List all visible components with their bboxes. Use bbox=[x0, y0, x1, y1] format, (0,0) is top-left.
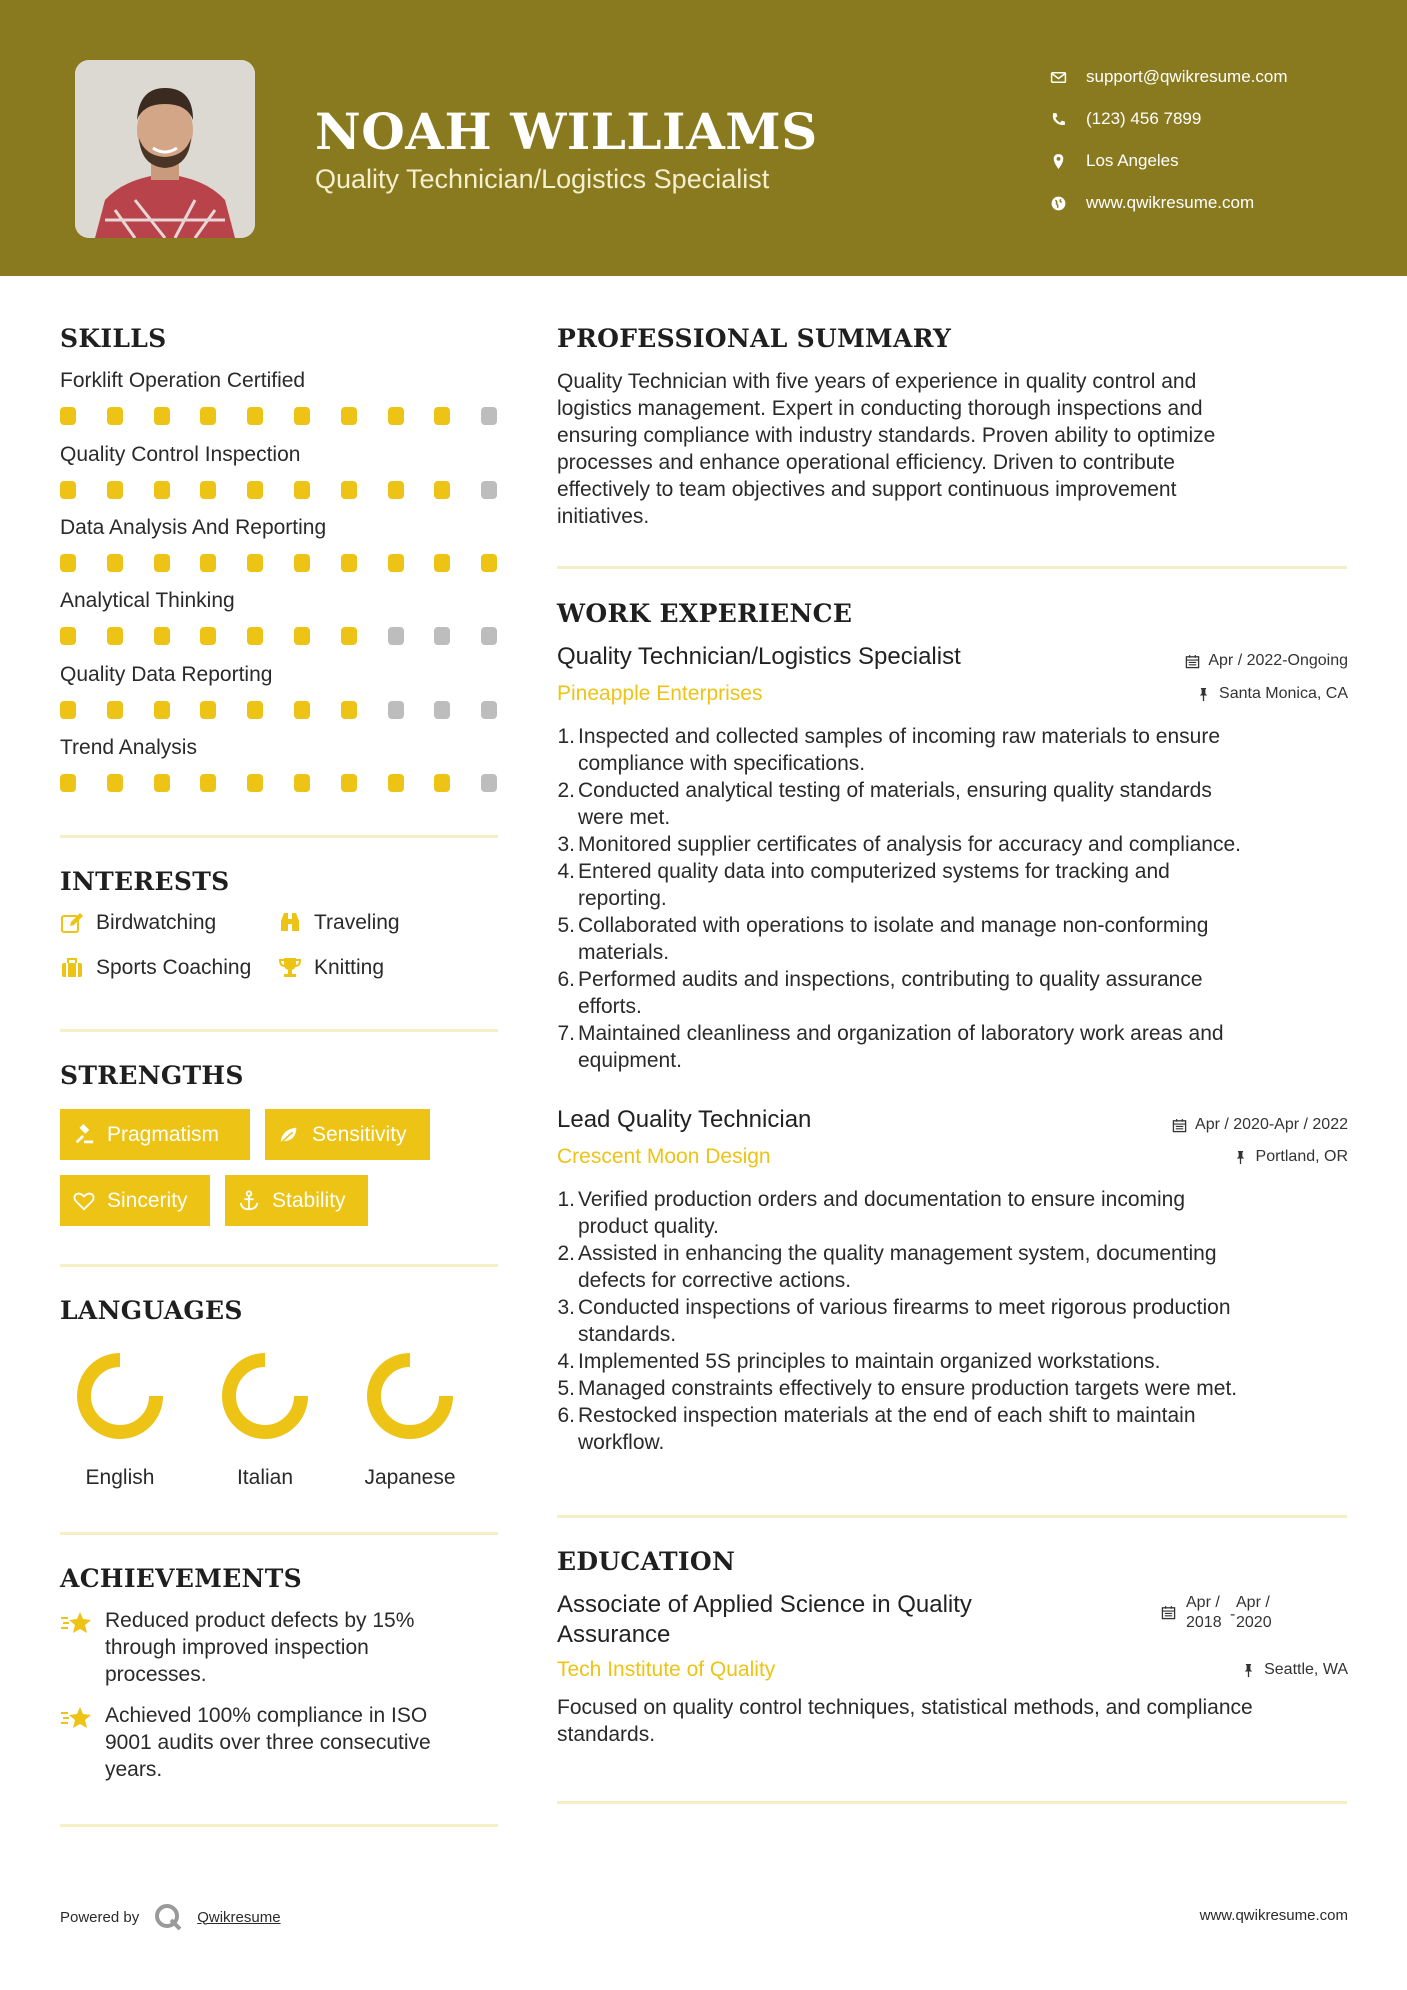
interest-item bbox=[278, 956, 384, 980]
calendar-icon bbox=[1172, 1118, 1187, 1133]
skill-rating-dot bbox=[388, 407, 404, 425]
contact-phone-text: (123) 456 7899 bbox=[1086, 109, 1202, 128]
duty-item: 4. Implemented 5S principles to maintain organized workstations. bbox=[557, 1350, 1161, 1373]
contact-list bbox=[1050, 56, 1288, 224]
language-label: Japanese bbox=[364, 1466, 456, 1489]
achievement-text: Achieved 100% compliance in ISO 9001 audits over three consecutive years. bbox=[105, 1704, 431, 1781]
strengths-heading: STRENGTHS bbox=[60, 1061, 244, 1090]
job-location: Portland, OR bbox=[1233, 1148, 1348, 1166]
pushpin-icon bbox=[1233, 1150, 1248, 1165]
strength-tag bbox=[265, 1109, 430, 1160]
skill-rating-dot bbox=[200, 701, 216, 719]
education-date bbox=[1161, 1593, 1272, 1633]
envelope-icon bbox=[1050, 69, 1086, 86]
skill-rating-dot bbox=[200, 774, 216, 792]
degree-title: Associate of Applied Science in Quality Assurance bbox=[557, 1591, 972, 1648]
skill-label: Quality Data Reporting bbox=[60, 663, 273, 686]
company-name: Pineapple Enterprises bbox=[557, 682, 763, 705]
skill-rating-dot bbox=[434, 481, 450, 499]
contact-phone[interactable] bbox=[1050, 98, 1288, 140]
skill-rating-dot bbox=[60, 407, 76, 425]
pencil-square-icon bbox=[60, 911, 84, 935]
skill-rating-dot bbox=[341, 407, 357, 425]
achievement-text: Reduced product defects by 15% through improved inspection processes. bbox=[105, 1609, 415, 1686]
section-divider bbox=[557, 1515, 1347, 1518]
skill-rating-dot bbox=[247, 481, 263, 499]
skill-rating-dot bbox=[388, 774, 404, 792]
skill-rating bbox=[60, 554, 500, 574]
skill-rating-dot bbox=[200, 554, 216, 572]
language-item bbox=[50, 1346, 190, 1490]
company-name: Crescent Moon Design bbox=[557, 1145, 771, 1168]
skill-rating-dot bbox=[200, 407, 216, 425]
interests-heading: INTERESTS bbox=[60, 867, 230, 896]
summary-heading: PROFESSIONAL SUMMARY bbox=[557, 324, 952, 353]
calendar-icon bbox=[1161, 1605, 1176, 1620]
skill-rating-dot bbox=[60, 774, 76, 792]
interest-item bbox=[60, 956, 251, 980]
skill-rating bbox=[60, 407, 500, 427]
leaf-icon bbox=[278, 1124, 300, 1146]
skill-item bbox=[60, 516, 500, 574]
contact-location bbox=[1050, 140, 1288, 182]
skill-rating-dot bbox=[247, 407, 263, 425]
skill-rating-dot bbox=[107, 481, 123, 499]
skill-rating-dot bbox=[294, 481, 310, 499]
skill-rating-dot bbox=[154, 481, 170, 499]
star-burst-icon bbox=[60, 1704, 94, 1732]
skills-heading: SKILLS bbox=[60, 324, 167, 353]
skill-rating-dot bbox=[154, 407, 170, 425]
language-level-arc bbox=[84, 1360, 156, 1432]
skill-rating-dot bbox=[247, 554, 263, 572]
globe-icon bbox=[1050, 195, 1086, 212]
gavel-icon bbox=[73, 1124, 95, 1146]
interest-item bbox=[278, 911, 400, 935]
school-name: Tech Institute of Quality bbox=[557, 1658, 776, 1681]
duty-item: 3. Conducted inspections of various firearms to meet rigorous production standards. bbox=[557, 1296, 1231, 1346]
briefcase-icon bbox=[60, 956, 84, 980]
skill-rating-dot bbox=[247, 627, 263, 645]
duty-item: 3. Monitored supplier certificates of analysis for accuracy and compliance. bbox=[557, 833, 1241, 856]
contact-email[interactable] bbox=[1050, 56, 1288, 98]
powered-by-text: Powered by bbox=[60, 1908, 140, 1926]
duty-item: 7. Maintained cleanliness and organization of laboratory work areas and equipment. bbox=[557, 1022, 1224, 1072]
skill-rating-dot bbox=[434, 407, 450, 425]
skill-item bbox=[60, 443, 500, 501]
skill-rating-dot bbox=[481, 554, 497, 572]
strength-label: Sensitivity bbox=[312, 1122, 407, 1146]
skill-rating-dot bbox=[341, 774, 357, 792]
section-divider bbox=[60, 1264, 498, 1267]
skill-rating-dot bbox=[294, 701, 310, 719]
language-label: English bbox=[85, 1466, 155, 1489]
languages-heading: LANGUAGES bbox=[60, 1296, 243, 1325]
duty-item: 1. Inspected and collected samples of incoming raw materials to ensure compliance with specifications. bbox=[557, 725, 1220, 775]
date-separator: - bbox=[1230, 1606, 1236, 1623]
skill-rating-dot bbox=[294, 774, 310, 792]
skill-rating-dot bbox=[388, 701, 404, 719]
footer-website-link[interactable]: www.qwikresume.com bbox=[1199, 1907, 1348, 1924]
education-description: Focused on quality control techniques, statistical methods, and compliance standards. bbox=[557, 1696, 1253, 1746]
strength-tag bbox=[225, 1175, 368, 1226]
skill-rating-dot bbox=[60, 627, 76, 645]
phone-icon bbox=[1050, 111, 1086, 128]
skill-rating-dot bbox=[294, 627, 310, 645]
interest-label: Traveling bbox=[314, 911, 400, 934]
duty-item: 1. Verified production orders and documentation to ensure incoming product quality. bbox=[557, 1188, 1186, 1238]
skill-rating-dot bbox=[481, 481, 497, 499]
skill-rating bbox=[60, 701, 500, 721]
skill-rating-dot bbox=[388, 627, 404, 645]
skill-rating-dot bbox=[154, 774, 170, 792]
skill-label: Analytical Thinking bbox=[60, 589, 235, 612]
strength-tag bbox=[60, 1175, 210, 1226]
achievement-item bbox=[60, 1607, 480, 1688]
contact-location-text: Los Angeles bbox=[1086, 151, 1179, 170]
profile-photo bbox=[75, 60, 255, 238]
heart-icon bbox=[73, 1190, 95, 1212]
language-level-arc bbox=[374, 1360, 446, 1432]
skill-rating-dot bbox=[200, 627, 216, 645]
job-date: Apr / 2022-Ongoing bbox=[1185, 652, 1348, 670]
skill-rating-dot bbox=[434, 701, 450, 719]
skill-rating-dot bbox=[434, 627, 450, 645]
map-pin-icon bbox=[1050, 153, 1086, 170]
skill-rating-dot bbox=[341, 554, 357, 572]
skill-rating-dot bbox=[294, 554, 310, 572]
skill-rating-dot bbox=[481, 701, 497, 719]
section-divider bbox=[60, 1824, 498, 1827]
duty-item: 2. Assisted in enhancing the quality management system, documenting defects for corrective actions. bbox=[557, 1242, 1217, 1292]
skill-rating-dot bbox=[107, 407, 123, 425]
star-burst-icon bbox=[60, 1609, 94, 1637]
contact-website-text: www.qwikresume.com bbox=[1086, 193, 1255, 212]
skill-rating-dot bbox=[107, 774, 123, 792]
skill-rating-dot bbox=[294, 407, 310, 425]
skill-label: Forklift Operation Certified bbox=[60, 369, 306, 392]
skill-item bbox=[60, 369, 500, 427]
strength-label: Sincerity bbox=[107, 1188, 188, 1212]
skill-rating-dot bbox=[341, 701, 357, 719]
interest-label: Sports Coaching bbox=[96, 956, 252, 979]
job-title: Quality Technician/Logistics Specialist bbox=[557, 643, 961, 670]
experience-heading: WORK EXPERIENCE bbox=[557, 599, 853, 628]
education-end-date: Apr / 2020 bbox=[1236, 1594, 1272, 1631]
summary-text: Quality Technician with five years of experience in quality control and logistics management. Expert in conducting thorough inspections and ensuring compliance with industry standards. Proven ability to optimize processes and enhance operational efficiency. Driven to contribute effectively to team objectives and support continuous improvement initiatives. bbox=[557, 370, 1216, 528]
contact-email-text: support@qwikresume.com bbox=[1086, 67, 1288, 86]
pushpin-icon bbox=[1196, 687, 1211, 702]
qwikresume-logo-icon bbox=[153, 1902, 183, 1932]
section-divider bbox=[60, 1532, 498, 1535]
duty-item: 6. Restocked inspection materials at the end of each shift to maintain workflow. bbox=[557, 1404, 1196, 1454]
skill-rating-dot bbox=[60, 554, 76, 572]
skill-rating-dot bbox=[247, 701, 263, 719]
skill-item bbox=[60, 663, 500, 721]
duty-item: 4. Entered quality data into computerized systems for tracking and reporting. bbox=[557, 860, 1170, 910]
skill-item bbox=[60, 589, 500, 647]
language-item bbox=[195, 1346, 335, 1490]
language-level-ring bbox=[215, 1346, 315, 1446]
footer-branding bbox=[60, 1902, 281, 1932]
binoculars-icon bbox=[278, 911, 302, 935]
language-item bbox=[340, 1346, 480, 1490]
anchor-icon bbox=[238, 1190, 260, 1212]
duty-item: 5. Managed constraints effectively to ensure production targets were met. bbox=[557, 1377, 1238, 1400]
skill-rating-dot bbox=[200, 481, 216, 499]
skill-rating-dot bbox=[481, 627, 497, 645]
job-duties bbox=[553, 723, 1333, 1074]
strength-tag bbox=[60, 1109, 250, 1160]
trophy-icon bbox=[278, 956, 302, 980]
duty-item: 5. Collaborated with operations to isolate and manage non-conforming materials. bbox=[557, 914, 1209, 964]
skill-rating-dot bbox=[247, 774, 263, 792]
contact-website[interactable] bbox=[1050, 182, 1288, 224]
job-date: Apr / 2020-Apr / 2022 bbox=[1172, 1116, 1348, 1134]
skill-label: Data Analysis And Reporting bbox=[60, 516, 327, 539]
language-level-ring bbox=[360, 1346, 460, 1446]
language-label: Italian bbox=[236, 1466, 294, 1489]
skill-rating bbox=[60, 627, 500, 647]
skill-rating-dot bbox=[388, 481, 404, 499]
skill-rating-dot bbox=[154, 701, 170, 719]
section-divider bbox=[557, 566, 1347, 569]
skill-rating-dot bbox=[107, 701, 123, 719]
brand-link[interactable]: Qwikresume bbox=[197, 1908, 281, 1926]
language-level-ring bbox=[70, 1346, 170, 1446]
duty-item: 6. Performed audits and inspections, contributing to quality assurance efforts. bbox=[557, 968, 1203, 1018]
skill-rating-dot bbox=[60, 481, 76, 499]
skill-label: Quality Control Inspection bbox=[60, 443, 301, 466]
person-avatar-image bbox=[75, 60, 255, 238]
pushpin-icon bbox=[1241, 1663, 1256, 1678]
skill-rating-dot bbox=[341, 627, 357, 645]
education-heading: EDUCATION bbox=[557, 1547, 736, 1576]
skill-rating bbox=[60, 481, 500, 501]
skill-rating-dot bbox=[60, 701, 76, 719]
strength-label: Pragmatism bbox=[107, 1122, 220, 1146]
section-divider bbox=[557, 1801, 1347, 1804]
interest-item bbox=[60, 911, 216, 935]
skill-rating-dot bbox=[434, 554, 450, 572]
job-location: Santa Monica, CA bbox=[1196, 685, 1348, 703]
interest-label: Birdwatching bbox=[96, 911, 217, 934]
skill-rating-dot bbox=[388, 554, 404, 572]
skill-rating bbox=[60, 774, 500, 794]
skill-rating-dot bbox=[481, 774, 497, 792]
skill-rating-dot bbox=[341, 481, 357, 499]
resume-header bbox=[0, 0, 1407, 276]
education-location: Seattle, WA bbox=[1241, 1661, 1348, 1679]
section-divider bbox=[60, 1029, 498, 1032]
achievements-heading: ACHIEVEMENTS bbox=[60, 1564, 302, 1593]
education-start-date: Apr / 2018 bbox=[1186, 1594, 1222, 1631]
strength-label: Stability bbox=[272, 1188, 346, 1212]
skill-rating-dot bbox=[154, 627, 170, 645]
job-title: Lead Quality Technician bbox=[557, 1106, 812, 1133]
candidate-name: NOAH WILLIAMS bbox=[315, 102, 818, 161]
skill-label: Trend Analysis bbox=[60, 736, 197, 759]
skill-rating-dot bbox=[154, 554, 170, 572]
skill-rating-dot bbox=[481, 407, 497, 425]
candidate-title: Quality Technician/Logistics Specialist bbox=[315, 164, 770, 194]
job-duties bbox=[553, 1186, 1333, 1456]
achievement-item bbox=[60, 1702, 480, 1783]
skill-item bbox=[60, 736, 500, 794]
duty-item: 2. Conducted analytical testing of materials, ensuring quality standards were met. bbox=[557, 779, 1212, 829]
skill-rating-dot bbox=[107, 627, 123, 645]
calendar-icon bbox=[1185, 654, 1200, 669]
interest-label: Knitting bbox=[314, 956, 385, 979]
language-level-arc bbox=[229, 1360, 301, 1432]
skill-rating-dot bbox=[434, 774, 450, 792]
section-divider bbox=[60, 835, 498, 838]
skill-rating-dot bbox=[107, 554, 123, 572]
